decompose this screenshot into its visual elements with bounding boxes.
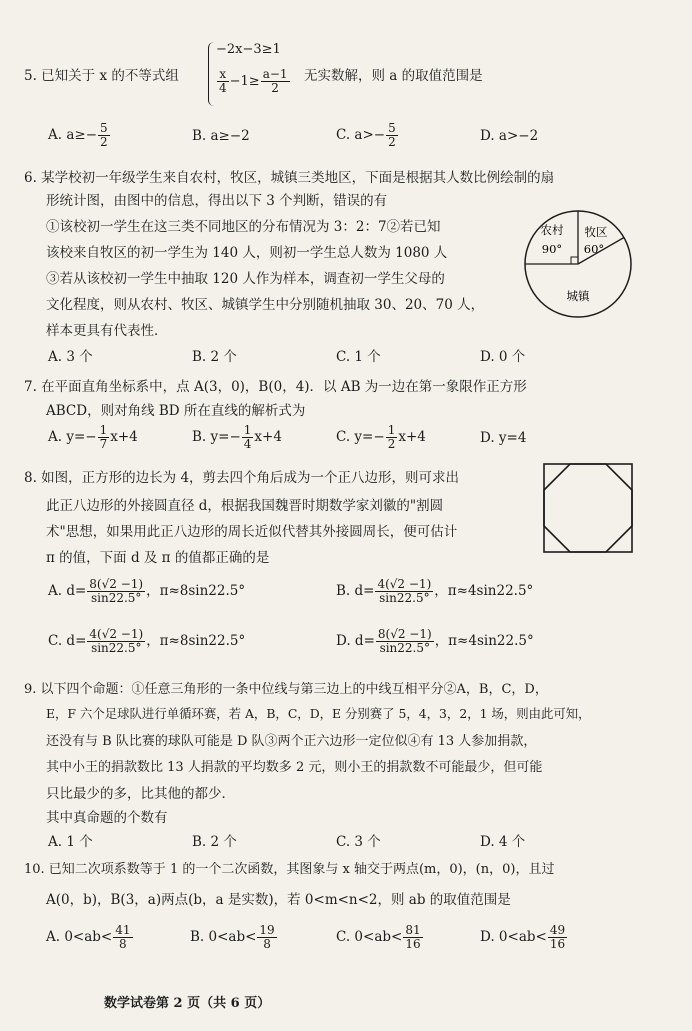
q7-option-b: B. y=− $\frac{1}{4}$ x+4 xyxy=(192,423,282,452)
q5-suffix: 无实数解，则 a 的取值范围是 xyxy=(304,68,483,84)
q5-inequality-1: −2x−3≥1 xyxy=(216,42,281,57)
q6-option-c: C. 1 个 xyxy=(336,349,381,365)
q10-line-1: 10. 已知二次项系数等于 1 的一个二次函数，其图象与 x 轴交于两点(m，0)，(n，0)，且过 xyxy=(24,862,555,877)
q7-option-a: A. y=− $\frac{1}{7}$ x+4 xyxy=(48,423,138,452)
q9-line-5: 只比最少的多，比其他的都少． xyxy=(46,786,235,802)
q7-option-d: D. y=4 xyxy=(480,430,527,446)
q7-option-c: C. y=− $\frac{1}{2}$ x+4 xyxy=(336,423,426,452)
page-footer: 数学试卷第 2 页（共 6 页） xyxy=(104,996,271,1011)
q5-prefix: 5. 已知关于 x 的不等式组 xyxy=(24,68,179,84)
q8-option-c: C. d= $\frac{4(√2 -1)}{\sin 22.5^\circ}$ ，π≈8sin22.5° xyxy=(48,627,246,656)
q8-octagon-figure xyxy=(542,462,634,554)
q9-option-b: B. 2 个 xyxy=(192,834,237,850)
q7-line-1: 7. 在平面直角坐标系中，点 A(3，0)，B(0，4)．以 AB 为一边在第一象限作正方形 xyxy=(24,379,527,395)
q9-option-c: C. 3 个 xyxy=(336,834,381,850)
q9-line-4: 其中小王的捐款数比 13 人捐款的平均数多 2 元，则小王的捐款数不可能最少，但可能 xyxy=(46,760,543,775)
q6-option-b: B. 2 个 xyxy=(192,349,237,365)
q10-line-2: A(0，b)，B(3，a)两点(b，a 是实数)，若 0<m<n<2，则 ab 的取值范围是 xyxy=(46,892,511,908)
pie-right-angle-mark xyxy=(571,257,578,264)
q8-line-3: 术"思想，如果用此正八边形的周长近似代替其外接圆周长，便可估计 xyxy=(46,524,458,540)
q10-option-b: B. 0<ab< $\frac{19}{8}$ xyxy=(190,923,275,952)
q8-option-a: A. d= $\frac{8(√2 -1)}{\sin 22.5^\circ}$ ，π≈8sin22.5° xyxy=(48,577,246,606)
q10-option-c: C. 0<ab< $\frac{81}{16}$ xyxy=(336,923,421,952)
q6-option-a: A. 3 个 xyxy=(48,349,93,365)
octagon-outline xyxy=(544,464,632,552)
q5-option-a: A. a≥− $\frac{5}{2}$ xyxy=(48,121,108,150)
q6-line-4: 该校来自牧区的初一学生为 140 人，则初一学生总人数为 1080 人 xyxy=(46,245,448,261)
q9-line-6: 其中真命题的个数有 xyxy=(46,810,168,826)
q8-line-1: 8. 如图，正方形的边长为 4，剪去四个角后成为一个正八边形，则可求出 xyxy=(24,470,460,486)
q5-option-d: D. a>−2 xyxy=(480,128,539,144)
q9-option-a: A. 1 个 xyxy=(48,834,93,850)
q6-option-d: D. 0 个 xyxy=(480,349,526,365)
q7-line-2: ABCD，则对角线 BD 所在直线的解析式为 xyxy=(46,403,306,419)
q6-line-6: 文化程度，则从农村、牧区、城镇学生中分别随机抽取 30、20、70 人， xyxy=(46,297,485,313)
q5-option-c: C. a>− $\frac{5}{2}$ xyxy=(336,121,396,150)
q10-option-a: A. 0<ab< $\frac{41}{8}$ xyxy=(46,923,131,952)
q5-inequality-2: $\frac{x}{4}$ −1≥ $\frac{a-1}{2}$ xyxy=(219,67,288,96)
q5-brace xyxy=(208,42,215,106)
q9-line-2: E，F 六个足球队进行单循环赛，若 A，B，C，D，E 分别赛了 5，4，3，2，1 场，则由此可知， xyxy=(46,706,591,721)
q6-pie-chart xyxy=(522,208,634,320)
q6-line-2: 形统计图，由图中的信息，得出以下 3 个判断，错误的有 xyxy=(46,193,388,209)
pie-label-pasture-angle: 60° xyxy=(583,242,605,256)
q8-option-b: B. d= $\frac{4(√2 -1)}{\sin 22.5^\circ}$ ，π≈4sin22.5° xyxy=(336,577,534,606)
q6-line-7: 样本更具有代表性． xyxy=(46,323,168,339)
q8-option-d: D. d= $\frac{8(√2 -1)}{\sin 22.5^\circ}$ ，π≈4sin22.5° xyxy=(336,627,534,656)
q9-line-1: 9. 以下四个命题：①任意三角形的一条中位线与第三边上的中线互相平分②A，B，C，D， xyxy=(24,682,548,697)
q6-line-1: 6. 某学校初一年级学生来自农村，牧区，城镇三类地区，下面是根据其人数比例绘制的扇 xyxy=(24,170,555,186)
q8-line-2: 此正八边形的外接圆直径 d，根据我国魏晋时期数学家刘徽的"割圆 xyxy=(46,498,444,514)
q9-option-d: D. 4 个 xyxy=(480,834,526,850)
pie-label-town: 城镇 xyxy=(566,289,590,303)
pie-label-rural-angle: 90° xyxy=(541,242,563,256)
q6-line-3: ①该校初一学生在这三类不同地区的分布情况为 3：2：7②若已知 xyxy=(46,219,441,235)
q9-line-3: 还没有与 B 队比赛的球队可能是 D 队③两个正六边形一定位似④有 13 人参加捐款， xyxy=(46,734,537,749)
q8-line-4: π 的值，下面 d 及 π 的值都正确的是 xyxy=(46,550,270,566)
q10-option-d: D. 0<ab< $\frac{49}{16}$ xyxy=(480,923,566,952)
pie-label-rural: 农村 xyxy=(540,223,564,237)
q5-option-b: B. a≥−2 xyxy=(192,128,250,144)
pie-label-pasture: 牧区 xyxy=(584,225,608,239)
q6-line-5: ③若从该校初一学生中抽取 120 人作为样本，调查初一学生父母的 xyxy=(46,271,445,287)
